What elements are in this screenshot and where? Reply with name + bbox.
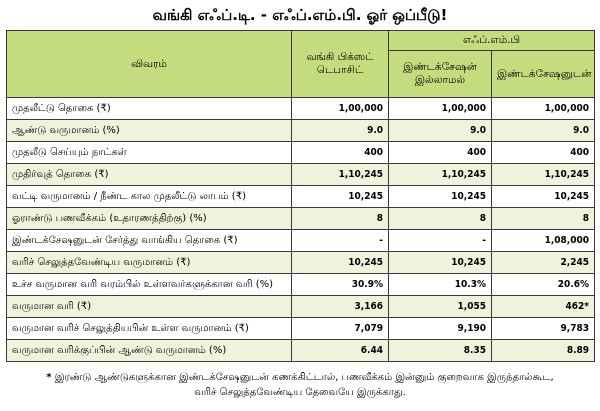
row-label: முதலீடு செய்யும் நாட்கள்: [7, 142, 292, 164]
cell-bank-fd: 30.9%: [292, 274, 389, 296]
cell-fmp-with-indexation: 9,783: [492, 318, 595, 340]
table-row: [7, 98, 595, 120]
footnote-star: *: [46, 372, 52, 383]
cell-fmp-without-indexation: 9.0: [389, 120, 492, 142]
cell-bank-fd: 1,00,000: [292, 98, 389, 120]
cell-fmp-without-indexation: 9,190: [389, 318, 492, 340]
cell-fmp-with-indexation: 2,245: [492, 252, 595, 274]
cell-bank-fd: 7,079: [292, 318, 389, 340]
table-row: [7, 340, 595, 362]
row-label: வருமான வரிக்குப்பின் ஆண்டு வருமானம் (%): [7, 340, 292, 362]
cell-fmp-without-indexation: 8: [389, 208, 492, 230]
cell-fmp-with-indexation: 400: [492, 142, 595, 164]
cell-bank-fd: 400: [292, 142, 389, 164]
table-row: [7, 186, 595, 208]
row-label: முதலீட்டு தொகை (₹): [7, 98, 292, 120]
row-label: வருமான வரிச் செலுத்தியபின் உள்ள வருமானம் (₹): [7, 318, 292, 340]
cell-fmp-with-indexation: 1,00,000: [492, 98, 595, 120]
row-label: இண்டக்சேஷனுடன் சேர்த்து வாங்கிய தொகை (₹): [7, 230, 292, 252]
table-row: [7, 208, 595, 230]
cell-bank-fd: 10,245: [292, 252, 389, 274]
table-row: [7, 252, 595, 274]
cell-fmp-with-indexation: 9.0: [492, 120, 595, 142]
cell-fmp-with-indexation: 10,245: [492, 186, 595, 208]
table-row: [7, 318, 595, 340]
cell-bank-fd: 1,10,245: [292, 164, 389, 186]
cell-fmp-with-indexation: 462*: [492, 296, 595, 318]
footnote-line-1: இரண்டு ஆண்டுகளுக்கான இண்டக்சேஷனுடன் கணக்கிட்டால், பணவீக்கம் இன்னும் குறைவாக இருந்தால்கூட,: [54, 372, 554, 383]
table-row: [7, 164, 595, 186]
row-label: வட்டி வருமானம் / நீண்ட கால முதலீட்டு லாபம் (₹): [7, 186, 292, 208]
page-title: வங்கி எஃப்.டி. - எஃப்.எம்.பி. ஓர் ஒப்பீடு!: [152, 6, 448, 24]
cell-fmp-without-indexation: 1,10,245: [389, 164, 492, 186]
header-without-indexation: [389, 51, 492, 98]
cell-fmp-without-indexation: 10,245: [389, 186, 492, 208]
cell-fmp-without-indexation: 10.3%: [389, 274, 492, 296]
cell-fmp-without-indexation: 10,245: [389, 252, 492, 274]
table-row: [7, 274, 595, 296]
header-description: விவரம்: [7, 31, 292, 98]
row-label: வரிச் செலுத்தவேண்டிய வருமானம் (₹): [7, 252, 292, 274]
cell-bank-fd: 9.0: [292, 120, 389, 142]
footnote-line-2: வரிச் செலுத்தவேண்டிய தேவையே இருக்காது.: [194, 387, 406, 398]
cell-bank-fd: -: [292, 230, 389, 252]
cell-bank-fd: 10,245: [292, 186, 389, 208]
cell-bank-fd: 8: [292, 208, 389, 230]
row-label: உச்ச வருமான வரி வரம்பில் உள்ளவர்களுக்கான வரி (%): [7, 274, 292, 296]
cell-fmp-with-indexation: 1,08,000: [492, 230, 595, 252]
footnote: [6, 370, 594, 400]
comparison-table: [6, 30, 595, 362]
cell-fmp-without-indexation: -: [389, 230, 492, 252]
cell-fmp-with-indexation: 8: [492, 208, 595, 230]
row-label: ஆண்டு வருமானம் (%): [7, 120, 292, 142]
table-row: [7, 142, 595, 164]
cell-fmp-with-indexation: 20.6%: [492, 274, 595, 296]
cell-bank-fd: 6.44: [292, 340, 389, 362]
cell-fmp-without-indexation: 1,055: [389, 296, 492, 318]
table-row: [7, 230, 595, 252]
row-label: முதிர்வுத் தொகை (₹): [7, 164, 292, 186]
header-bank-fd: [292, 31, 389, 98]
header-fmp: எஃப்.எம்.பி: [389, 31, 595, 51]
cell-fmp-with-indexation: 1,10,245: [492, 164, 595, 186]
cell-fmp-with-indexation: 8.89: [492, 340, 595, 362]
cell-bank-fd: 3,166: [292, 296, 389, 318]
row-label: ஓராண்டு பணவீக்கம் (உதாரணத்திற்கு) (%): [7, 208, 292, 230]
row-label: வருமான வரி (₹): [7, 296, 292, 318]
cell-fmp-without-indexation: 1,00,000: [389, 98, 492, 120]
header-with-indexation: இண்டக்சேஷனுடன்: [492, 51, 595, 98]
table-body: [7, 98, 595, 362]
header-bank-fd-label: வங்கி பிக்ஸட் டெபாசிட்: [306, 51, 374, 76]
table-row: [7, 296, 595, 318]
cell-fmp-without-indexation: 8.35: [389, 340, 492, 362]
cell-fmp-without-indexation: 400: [389, 142, 492, 164]
table-row: [7, 120, 595, 142]
header-without-indexation-label: இண்டக்சேஷன் இல்லாமல்: [403, 61, 477, 87]
